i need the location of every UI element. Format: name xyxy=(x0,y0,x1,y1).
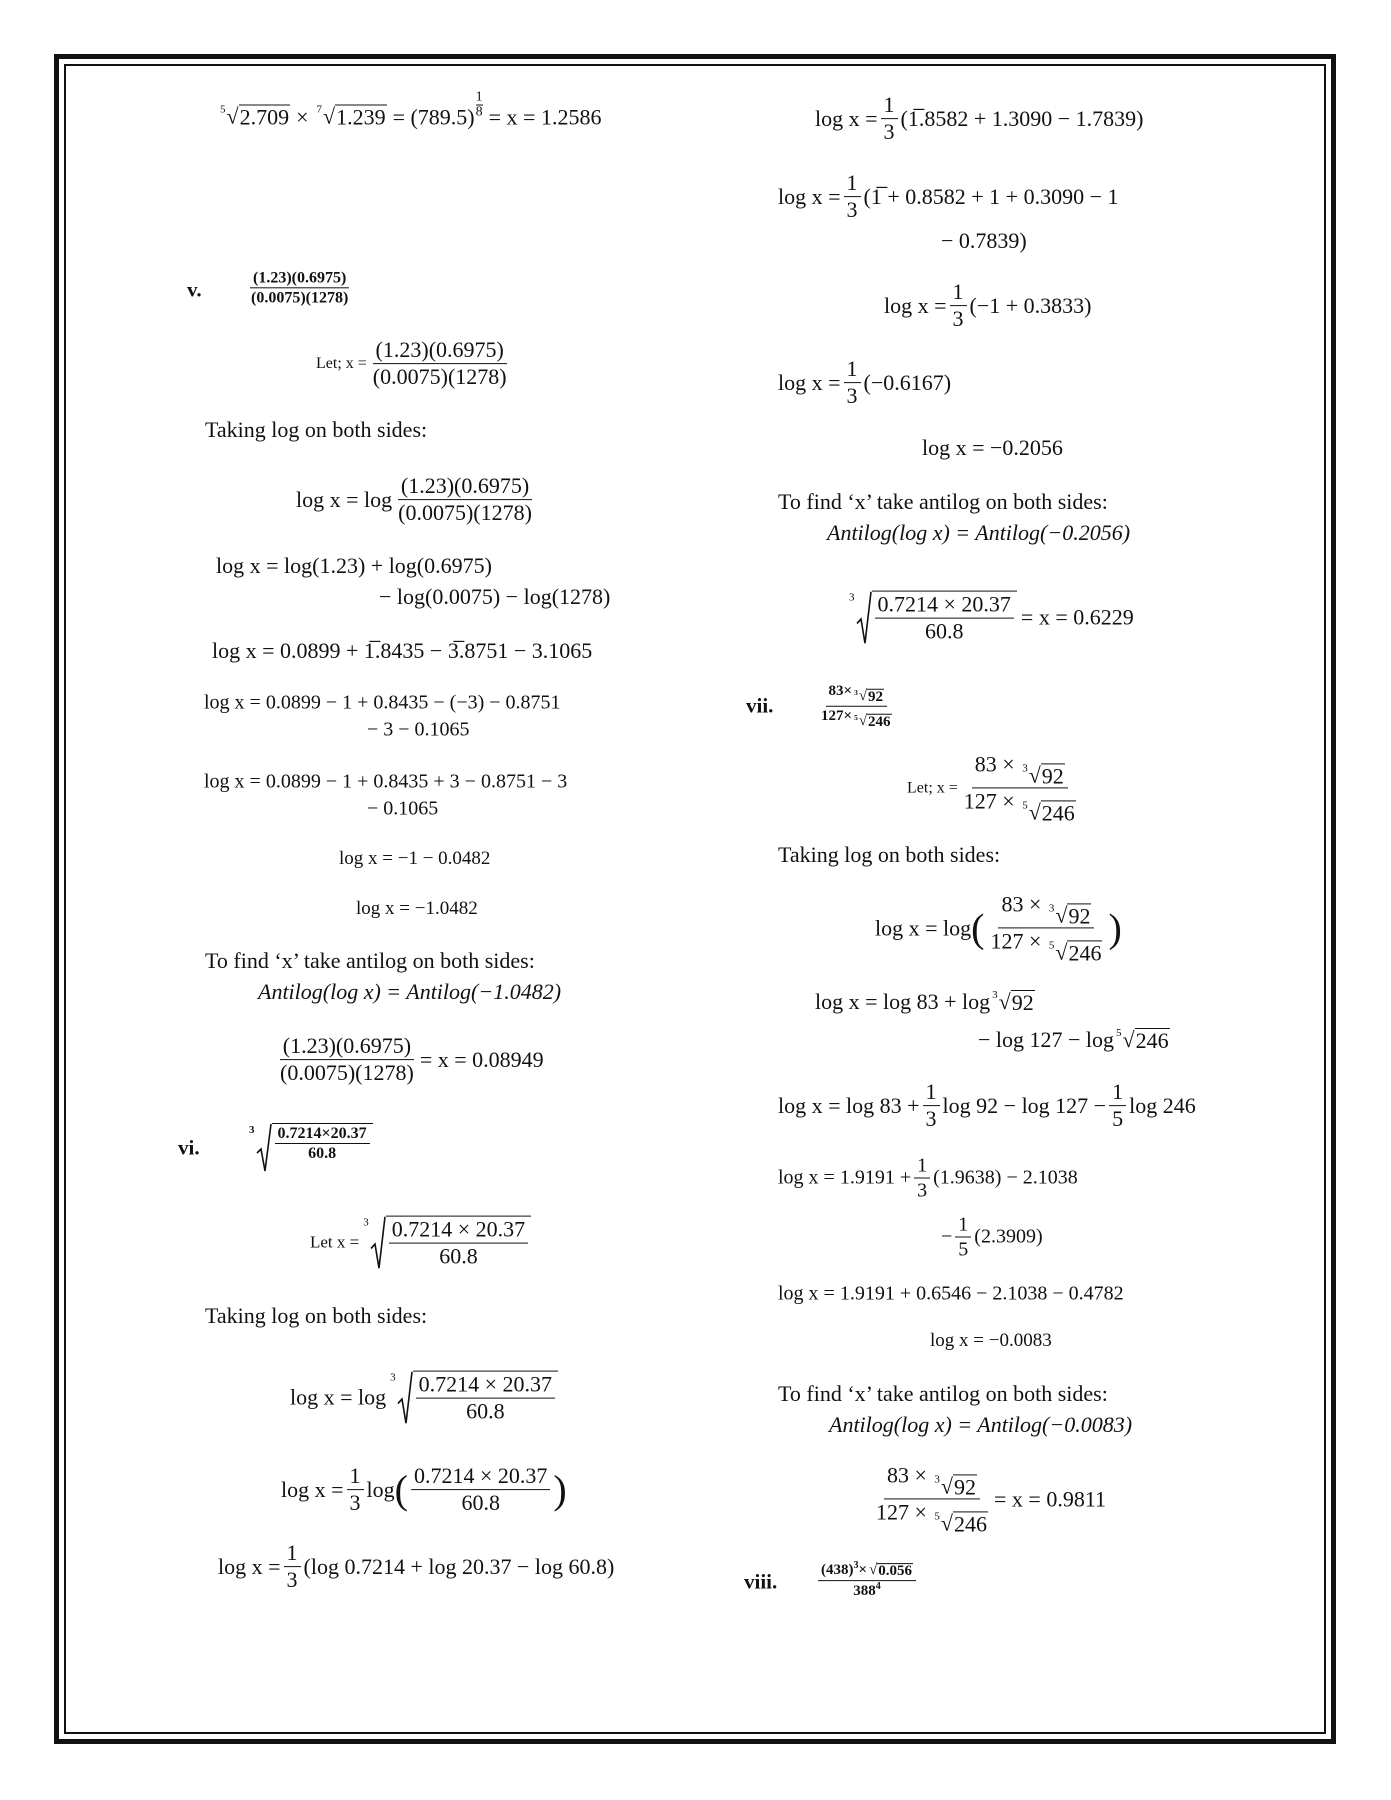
denominator xyxy=(850,1581,884,1600)
q5-step-2b: − log(0.0075) − log(1278) xyxy=(379,584,611,609)
number: 127 xyxy=(990,928,1024,954)
equation-text: (1̅ + 0.8582 + 1 + 0.3090 − 1 xyxy=(863,184,1119,209)
radical-sign: √ xyxy=(226,103,239,129)
q5-step-2a: log x = log(1.23) + log(0.6975) xyxy=(216,553,492,578)
fraction xyxy=(818,1560,916,1600)
root-index: 5 xyxy=(1116,1026,1122,1039)
q6-step-7 xyxy=(778,356,951,410)
radicand: 246 xyxy=(1135,1027,1169,1053)
fifth-root xyxy=(1049,941,1103,965)
q7-step-2a xyxy=(815,989,1035,1015)
fraction xyxy=(389,1217,528,1271)
numerator xyxy=(972,751,1068,788)
minus-sign: − xyxy=(941,1225,953,1248)
q5-find-instruction: To find ‘x’ take antilog on both sides: xyxy=(205,948,535,973)
root-index: 5 xyxy=(934,1510,940,1523)
equation-text: log x = log 83 + log xyxy=(815,989,991,1014)
cube-root xyxy=(854,689,884,706)
q5-step-3: log x = 0.0899 + 1̅.8435 − 3̅.8751 − 3.1065 xyxy=(212,638,593,663)
square-root xyxy=(869,1563,913,1580)
numerator: (1.23)(0.6975) xyxy=(250,268,349,288)
denominator: 3 xyxy=(917,1179,928,1202)
denominator: 3 xyxy=(883,119,895,145)
q7-let-statement xyxy=(907,751,1082,824)
q7-step-2b xyxy=(978,1027,1170,1053)
root-index: 3 xyxy=(1048,902,1055,915)
q4-final-result xyxy=(218,89,602,132)
let-text: Let; x = xyxy=(316,355,367,372)
fraction xyxy=(411,1463,550,1517)
equation-text: log x = xyxy=(778,184,841,209)
numerator: 0.7214 × 20.37 xyxy=(875,592,1014,619)
right-paren: ) xyxy=(1108,905,1122,950)
exponent-fraction xyxy=(476,91,483,120)
times-sign: × xyxy=(858,1562,868,1579)
q5-result xyxy=(274,1033,544,1087)
root-index: 3 xyxy=(849,591,855,604)
fraction xyxy=(875,592,1014,646)
q6-step-5b: − 0.7839) xyxy=(941,228,1027,253)
radical-sign: √ xyxy=(1055,939,1068,965)
equation-text: log x = log xyxy=(875,915,972,940)
equation-text: log x = log xyxy=(290,1385,387,1410)
equation-text: (−0.6167) xyxy=(863,370,952,395)
root-index: 5 xyxy=(1048,939,1055,952)
cube-root xyxy=(934,1474,977,1498)
radicand: 1.239 xyxy=(336,104,386,130)
times-sign: × xyxy=(1028,928,1042,954)
q7-step-6: log x = −0.0083 xyxy=(930,1330,1052,1351)
root-index: 3 xyxy=(249,1124,255,1136)
number: 83 xyxy=(887,1462,909,1488)
numerator: 1 xyxy=(955,1213,971,1238)
radical-sign: √ xyxy=(858,712,868,729)
exponent: 3 xyxy=(853,1560,859,1572)
equation-text: log x = xyxy=(778,370,841,395)
fifth-root xyxy=(934,1512,988,1536)
q7-step-5: log x = 1.9191 + 0.6546 − 2.1038 − 0.4782 xyxy=(778,1282,1124,1305)
root-index: 3 xyxy=(934,1473,940,1486)
question-vii-expression xyxy=(815,682,898,731)
cube-root xyxy=(849,591,1017,646)
equation-text: log 246 xyxy=(1129,1093,1196,1118)
radical-sign-icon xyxy=(370,1216,386,1271)
fraction xyxy=(961,751,1079,824)
numerator xyxy=(998,891,1094,928)
fraction xyxy=(395,473,535,527)
q6-result xyxy=(845,591,1134,646)
radicand: 246 xyxy=(1041,800,1075,826)
denominator: 3 xyxy=(952,306,964,332)
equation-text: log x = xyxy=(218,1554,281,1579)
numerator: 0.7214 × 20.37 xyxy=(411,1463,550,1490)
one-fifth xyxy=(1109,1079,1126,1133)
denominator: 60.8 xyxy=(466,1399,505,1424)
radical-sign: √ xyxy=(1055,902,1068,928)
one-third xyxy=(844,356,861,410)
times-sign: × xyxy=(1002,788,1015,814)
one-third xyxy=(923,1079,940,1133)
denominator xyxy=(818,707,895,731)
numerator: 1 xyxy=(881,92,898,119)
denominator: 60.8 xyxy=(308,1145,337,1163)
denominator: (0.0075)(1278) xyxy=(251,289,349,307)
number: 83 xyxy=(974,751,997,777)
denominator: (0.0075)(1278) xyxy=(398,500,532,526)
denominator: 5 xyxy=(958,1238,969,1261)
result-text: = x = 0.6229 xyxy=(1020,605,1134,630)
denominator: 60.8 xyxy=(461,1490,500,1516)
radicand: 246 xyxy=(868,713,891,730)
left-paren: ( xyxy=(394,1467,408,1512)
log-text: log xyxy=(366,1477,395,1502)
number: 127 xyxy=(963,788,997,814)
radical-sign: √ xyxy=(940,1473,953,1499)
times-sign: × xyxy=(1028,891,1042,917)
q6-let-statement xyxy=(310,1216,535,1271)
equation-text: log x = log 83 + xyxy=(778,1093,920,1118)
cube-root xyxy=(1022,763,1065,787)
radical-sign: √ xyxy=(858,687,868,704)
root-index: 5 xyxy=(220,103,226,116)
cube-root xyxy=(390,1371,558,1426)
equation-text: log x = xyxy=(815,106,878,131)
q5-step-1 xyxy=(296,473,538,527)
number: 127 xyxy=(876,1499,909,1525)
fraction xyxy=(277,1033,417,1087)
question-viii-expression xyxy=(815,1560,919,1600)
radicand: 92 xyxy=(868,688,884,705)
cube-root xyxy=(1049,903,1092,927)
cube-root xyxy=(249,1123,373,1173)
denominator: 60.8 xyxy=(439,1244,478,1269)
one-third xyxy=(284,1540,301,1594)
cube-root xyxy=(992,990,1035,1014)
numerator: 1 xyxy=(923,1079,940,1106)
q6-step-6 xyxy=(884,279,1092,333)
numerator: 1 xyxy=(844,170,861,197)
exp-denominator: 8 xyxy=(475,104,483,120)
let-text: Let x = xyxy=(310,1233,360,1252)
q7-step-3 xyxy=(778,1079,1196,1133)
fraction xyxy=(873,1462,991,1535)
q6-step-4 xyxy=(815,92,1144,146)
equation-text: (2.3909) xyxy=(974,1225,1043,1248)
right-paren: ) xyxy=(553,1467,567,1512)
radical-sign: √ xyxy=(1122,1026,1135,1052)
q7-result xyxy=(870,1462,1106,1535)
radicand: 0.056 xyxy=(878,1563,913,1580)
question-label-vii: vii. xyxy=(746,693,774,718)
result-text: = x = 0.08949 xyxy=(419,1047,544,1072)
radicand: 246 xyxy=(1068,940,1102,966)
root-index: 3 xyxy=(363,1216,369,1229)
left-paren: ( xyxy=(971,905,985,950)
question-label-viii: viii. xyxy=(744,1569,778,1594)
fifth-root xyxy=(220,105,290,129)
equation-text: log 92 − log 127 − xyxy=(942,1093,1107,1118)
root-index: 3 xyxy=(390,1371,396,1384)
radicand: 92 xyxy=(1041,763,1064,789)
let-text: Let; x = xyxy=(907,779,958,796)
q7-step-4a xyxy=(778,1154,1078,1203)
question-v-expression xyxy=(245,268,354,307)
q6-taking-log: Taking log on both sides: xyxy=(205,1303,428,1328)
denominator: (0.0075)(1278) xyxy=(280,1060,414,1086)
radical-sign: √ xyxy=(323,103,336,129)
radicand: 92 xyxy=(954,1474,976,1500)
number: 83 xyxy=(828,682,844,699)
fraction xyxy=(248,268,351,307)
denominator: 3 xyxy=(925,1106,937,1132)
denominator xyxy=(987,929,1105,965)
q5-step-6: log x = −1 − 0.0482 xyxy=(339,848,491,869)
denominator xyxy=(873,1500,991,1536)
times-sign: × xyxy=(296,104,309,129)
radical-sign-icon xyxy=(856,591,872,646)
result-text: = x = 0.9811 xyxy=(994,1486,1106,1511)
equation-text: log x = 1.9191 + xyxy=(778,1166,912,1189)
q6-step-3 xyxy=(218,1540,614,1594)
times-sign: × xyxy=(914,1462,927,1488)
denominator: (0.0075)(1278) xyxy=(372,364,507,390)
numerator: 1 xyxy=(284,1540,301,1567)
denominator xyxy=(961,789,1079,825)
q5-step-5b: − 0.1065 xyxy=(367,797,439,820)
radical-sign-icon xyxy=(256,1123,272,1173)
q5-let-statement xyxy=(316,337,513,391)
radicand: 246 xyxy=(954,1511,987,1537)
q6-step-8: log x = −0.2056 xyxy=(922,435,1063,460)
seventh-root xyxy=(317,105,387,129)
radical-sign: √ xyxy=(1028,799,1041,825)
q5-taking-log: Taking log on both sides: xyxy=(205,417,428,442)
numerator: 0.7214×20.37 xyxy=(275,1124,370,1144)
numerator: (1.23)(0.6975) xyxy=(373,337,507,364)
equation-text: log x = xyxy=(884,293,947,318)
base: (438) xyxy=(821,1562,854,1579)
question-vi-expression xyxy=(245,1123,377,1173)
numerator xyxy=(884,1462,980,1499)
numerator: 1 xyxy=(347,1463,364,1490)
cube-root xyxy=(363,1216,531,1271)
numerator: 1 xyxy=(914,1154,930,1179)
q7-step-4b xyxy=(941,1213,1043,1262)
q7-step-1 xyxy=(875,891,1122,964)
denominator: 3 xyxy=(846,383,858,409)
one-third xyxy=(844,170,861,224)
numerator: 1 xyxy=(1109,1079,1126,1106)
q7-find-instruction: To find ‘x’ take antilog on both sides: xyxy=(778,1381,1108,1406)
fraction xyxy=(987,891,1105,964)
numerator: 1 xyxy=(844,356,861,383)
base: 388 xyxy=(853,1582,876,1599)
radicand: 92 xyxy=(1068,903,1091,929)
root-index: 7 xyxy=(316,103,322,116)
radicand: 92 xyxy=(1011,989,1034,1015)
page-border-inner xyxy=(64,64,1326,1734)
equation-text: = (789.5) xyxy=(392,104,475,129)
numerator: 0.7214 × 20.37 xyxy=(389,1217,528,1244)
number: 127 xyxy=(821,707,844,724)
q6-antilog: Antilog(log x) = Antilog(−0.2056) xyxy=(827,520,1131,545)
equation-text: (−1 + 0.3833) xyxy=(969,293,1092,318)
radical-sign: √ xyxy=(998,988,1011,1014)
q6-step-1 xyxy=(290,1371,562,1426)
radical-sign: √ xyxy=(869,1562,878,1579)
times-sign: × xyxy=(1002,751,1015,777)
exponent: 4 xyxy=(875,1580,881,1592)
numerator: 0.7214 × 20.37 xyxy=(416,1372,555,1399)
one-third xyxy=(347,1463,364,1517)
q5-step-5a: log x = 0.0899 − 1 + 0.8435 + 3 − 0.8751 − 3 xyxy=(204,770,568,793)
denominator: 60.8 xyxy=(924,619,964,644)
q5-step-7: log x = −1.0482 xyxy=(356,898,478,919)
question-label-vi: vi. xyxy=(178,1135,200,1160)
numerator xyxy=(826,682,888,707)
equation-text: = x = 1.2586 xyxy=(488,104,602,129)
root-index: 3 xyxy=(992,988,998,1001)
q7-antilog: Antilog(log x) = Antilog(−0.0083) xyxy=(829,1412,1133,1437)
numerator xyxy=(818,1560,916,1581)
equation-text: log x = log xyxy=(296,487,393,512)
fifth-root xyxy=(854,714,891,731)
fraction xyxy=(370,337,510,391)
times-sign: × xyxy=(914,1499,927,1525)
times-sign: × xyxy=(843,682,853,699)
exp-numerator: 1 xyxy=(475,89,483,105)
q6-find-instruction: To find ‘x’ take antilog on both sides: xyxy=(778,489,1108,514)
radicand: 2.709 xyxy=(239,104,290,130)
fraction xyxy=(416,1372,555,1426)
q5-step-4a: log x = 0.0899 − 1 + 0.8435 − (−3) − 0.8751 xyxy=(204,691,561,714)
one-third xyxy=(881,92,898,146)
numerator: (1.23)(0.6975) xyxy=(280,1033,414,1060)
fraction xyxy=(275,1124,370,1173)
fifth-root xyxy=(1022,801,1076,825)
root-index: 3 xyxy=(1022,762,1028,775)
q7-taking-log: Taking log on both sides: xyxy=(778,842,1001,867)
question-label-v: v. xyxy=(187,277,202,302)
q5-step-4b: − 3 − 0.1065 xyxy=(367,718,470,741)
times-sign: × xyxy=(843,707,853,724)
root-index: 5 xyxy=(1022,799,1028,812)
radical-sign: √ xyxy=(1028,762,1041,788)
one-third xyxy=(950,279,967,333)
root-index: 3 xyxy=(854,687,858,697)
denominator: 3 xyxy=(846,197,858,223)
equation-text: − log 127 − log xyxy=(978,1027,1115,1052)
numerator: (1.23)(0.6975) xyxy=(398,473,532,500)
equation-text: (log 0.7214 + log 20.37 − log 60.8) xyxy=(303,1554,615,1579)
equation-text: log x = xyxy=(281,1477,344,1502)
fraction xyxy=(818,682,895,731)
q6-step-2 xyxy=(281,1463,567,1517)
number: 83 xyxy=(1001,891,1024,917)
q6-step-5a xyxy=(778,170,1119,224)
root-index: 5 xyxy=(854,712,858,722)
fifth-root xyxy=(1116,1028,1170,1052)
denominator: 3 xyxy=(349,1490,361,1516)
radical-sign-icon xyxy=(397,1371,413,1426)
numerator: 1 xyxy=(950,279,967,306)
q5-antilog: Antilog(log x) = Antilog(−1.0482) xyxy=(258,979,562,1004)
one-fifth xyxy=(955,1213,971,1262)
denominator: 5 xyxy=(1112,1106,1124,1132)
denominator: 3 xyxy=(286,1567,298,1593)
equation-text: (1̅.8582 + 1.3090 − 1.7839) xyxy=(900,106,1144,131)
equation-text: (1.9638) − 2.1038 xyxy=(933,1166,1078,1189)
radical-sign: √ xyxy=(940,1510,953,1536)
one-third xyxy=(914,1154,930,1203)
